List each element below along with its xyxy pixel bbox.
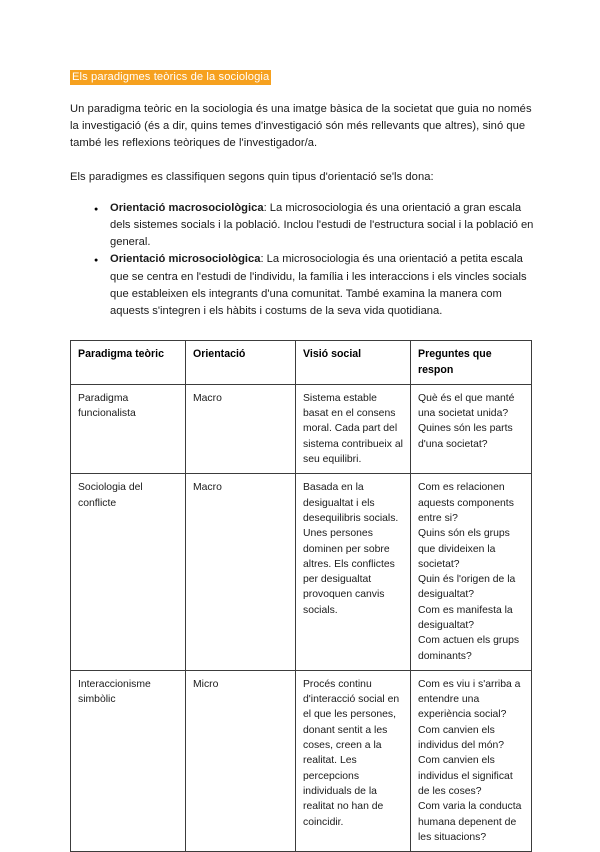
- column-header-paradigm: Paradigma teòric: [71, 341, 186, 385]
- cell-paradigm-interaccionisme: Interaccionisme simbòlic: [71, 670, 186, 851]
- cell-orientation-interaccionisme: Micro: [186, 670, 296, 851]
- cell-line: Quin és l'origen de la desigualtat?: [418, 574, 516, 601]
- intro-paragraph: Un paradigma teòric en la sociologia és una imatge bàsica de la societat que guia no només la investigació (és a dir, quins temes d'investigació són més rellevants que altres), sinó que també les reflexions teòriques de l'investigador/a.: [70, 103, 532, 150]
- cell-vision-conflicte: Basada en la desigualtat i els desequilibris socials. Unes persones dominen per sobre altres. Els conflictes per desigualtat provoquen canvis socials.: [296, 474, 411, 671]
- cell-orientation-funcionalista: Macro: [186, 384, 296, 473]
- cell-line: Com canvien els individus el significat de les coses?: [418, 755, 513, 797]
- column-header-social-vision: Visió social: [296, 341, 411, 385]
- bullet-term-macro: Orientació macrosociològica: [110, 201, 264, 214]
- cell-questions-interaccionisme: [411, 670, 532, 851]
- cell-questions-funcionalista: [411, 384, 532, 473]
- cell-line: Com varia la conducta humana depenent de les situacions?: [418, 801, 522, 843]
- column-header-orientation: Orientació: [186, 341, 296, 385]
- classification-paragraph: Els paradigmes es classifiquen segons quin tipus d'orientació se'ls dona:: [70, 170, 434, 183]
- cell-line: Com es viu i s'arriba a entendre una experiència social?: [418, 678, 521, 721]
- table-header-row: [71, 341, 532, 385]
- cell-line: Què és el que manté una societat unida?: [418, 392, 515, 420]
- cell-line: Quins són els grups que divideixen la societat?: [418, 528, 510, 570]
- cell-line: Com actuen els grups dominants?: [418, 635, 520, 662]
- cell-line: Com es manifesta la desigualtat?: [418, 604, 513, 631]
- table-row: [71, 474, 532, 671]
- page-title: Els paradigmes teòrics de la sociologia: [72, 71, 270, 83]
- paradigms-table: [70, 340, 532, 852]
- column-header-questions: Preguntes que respon: [411, 341, 532, 385]
- bullet-text-macro: : La microsociologia és una orientació a gran escala dels sistemes socials i la població. Inclou l'estudi de l'estructura social i la població en general.: [110, 201, 534, 249]
- list-item-macrosociologica: [110, 200, 538, 252]
- table-row: [71, 670, 532, 851]
- cell-questions-conflicte: [411, 474, 532, 671]
- cell-vision-funcionalista: Sistema estable basat en el consens moral. Cada part del sistema contribueix al seu equilibri.: [296, 384, 411, 473]
- page-title-wrapper: [70, 68, 538, 85]
- cell-orientation-conflicte: Macro: [186, 474, 296, 671]
- orientation-list: [70, 200, 538, 320]
- list-item-microsociologica: [110, 251, 538, 320]
- bullet-text-micro: : La microsociologia és una orientació a petita escala que se centra en l'estudi de l'individu, la família i les interaccions i els vincles socials que estableixen els integrants d'una comunitat. També examina la manera com aquests s'integren i els hàbits i costums de la seva vida quotidiana.: [110, 253, 527, 318]
- cell-line: Com es relacionen aquests components entre si?: [418, 482, 514, 524]
- cell-vision-interaccionisme: Procés continu d'interacció social en el que les persones, donant sentit a les coses, creen a la realitat. Les percepcions individuals de la realitat no han de coincidir.: [296, 670, 411, 851]
- cell-paradigm-funcionalista: Paradigma funcionalista: [71, 384, 186, 473]
- cell-paradigm-conflicte: Sociologia del conflicte: [71, 474, 186, 671]
- table-row: [71, 384, 532, 473]
- bullet-term-micro: Orientació microsociològica: [110, 253, 261, 266]
- cell-line: Quines són les parts d'una societat?: [418, 423, 513, 450]
- cell-line: Com canvien els individus del món?: [418, 724, 505, 752]
